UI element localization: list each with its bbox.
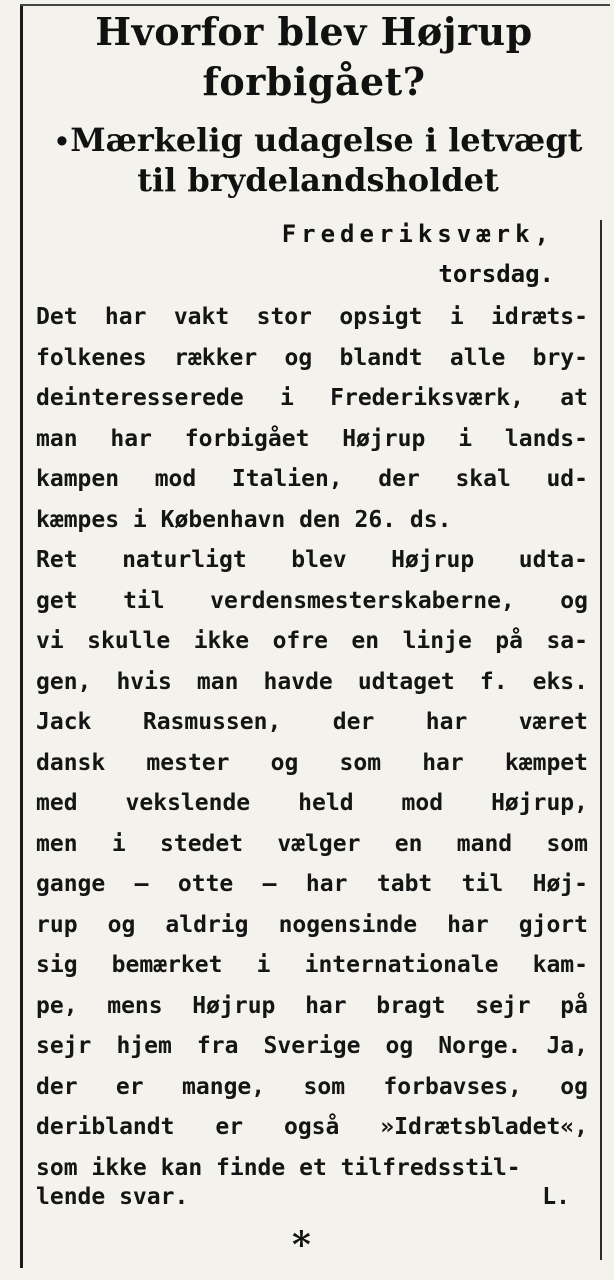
body-line: sejr hjem fra Sverige og Norge. Ja, <box>36 1033 588 1059</box>
body-line: deriblandt er også »Idrætsbladet«, <box>36 1114 588 1140</box>
subheadline-line-1 <box>36 122 600 161</box>
body-line: Det har vakt stor opsigt i idræts- <box>36 304 588 330</box>
body-line: vi skulle ikke ofre en linje på sa- <box>36 628 588 654</box>
body-line: kæmpes i København den 26. ds. <box>36 506 452 533</box>
body-line: deinteresserede i Frederiksværk, at <box>36 385 588 411</box>
body-line: get til verdensmesterskaberne, og <box>36 587 588 614</box>
end-mark: * <box>292 1224 311 1266</box>
body-line: kampen mod Italien, der skal ud- <box>36 466 588 492</box>
body-line: gen, hvis man havde udtaget f. eks. <box>36 668 588 695</box>
closing-text: lende svar. <box>36 1184 189 1210</box>
body-line: der er mange, som forbavses, og <box>36 1073 588 1100</box>
body-line: man har forbigået Højrup i lands- <box>36 425 588 452</box>
headline-line-2: forbigået? <box>202 59 426 104</box>
headline-line-1: Hvorfor blev Højrup <box>95 9 533 54</box>
author-signature: L. <box>542 1184 570 1210</box>
body-line: med vekslende held mod Højrup, <box>36 790 588 816</box>
body-line: Jack Rasmussen, der har været <box>36 709 588 735</box>
left-column-rule <box>20 6 23 1268</box>
body-line: pe, mens Højrup har bragt sejr på <box>36 992 588 1019</box>
subheadline-line-2: til brydelandsholdet <box>137 161 499 199</box>
right-column-rule <box>600 220 602 1260</box>
body-line: men i stedet vælger en mand som <box>36 830 588 857</box>
subheadline-text-1: Mærkelig udagelse i letvægt <box>70 121 583 159</box>
body-line: sig bemærket i internationale kam- <box>36 952 588 978</box>
body-line: gange — otte — har tabt til Høj- <box>36 871 588 897</box>
bullet-icon: • <box>53 127 71 158</box>
body-line: rup og aldrig nogensinde har gjort <box>36 911 588 938</box>
body-line: dansk mester og som har kæmpet <box>36 749 588 776</box>
top-rule <box>20 4 610 6</box>
body-line: folkenes rækker og blandt alle bry- <box>36 344 588 371</box>
dateline-day: torsdag. <box>438 260 554 288</box>
dateline-place: Frederiksværk, <box>281 220 554 248</box>
body-line: Ret naturligt blev Højrup udta- <box>36 547 588 573</box>
body-line: som ikke kan finde et tilfredsstil- <box>36 1154 521 1181</box>
